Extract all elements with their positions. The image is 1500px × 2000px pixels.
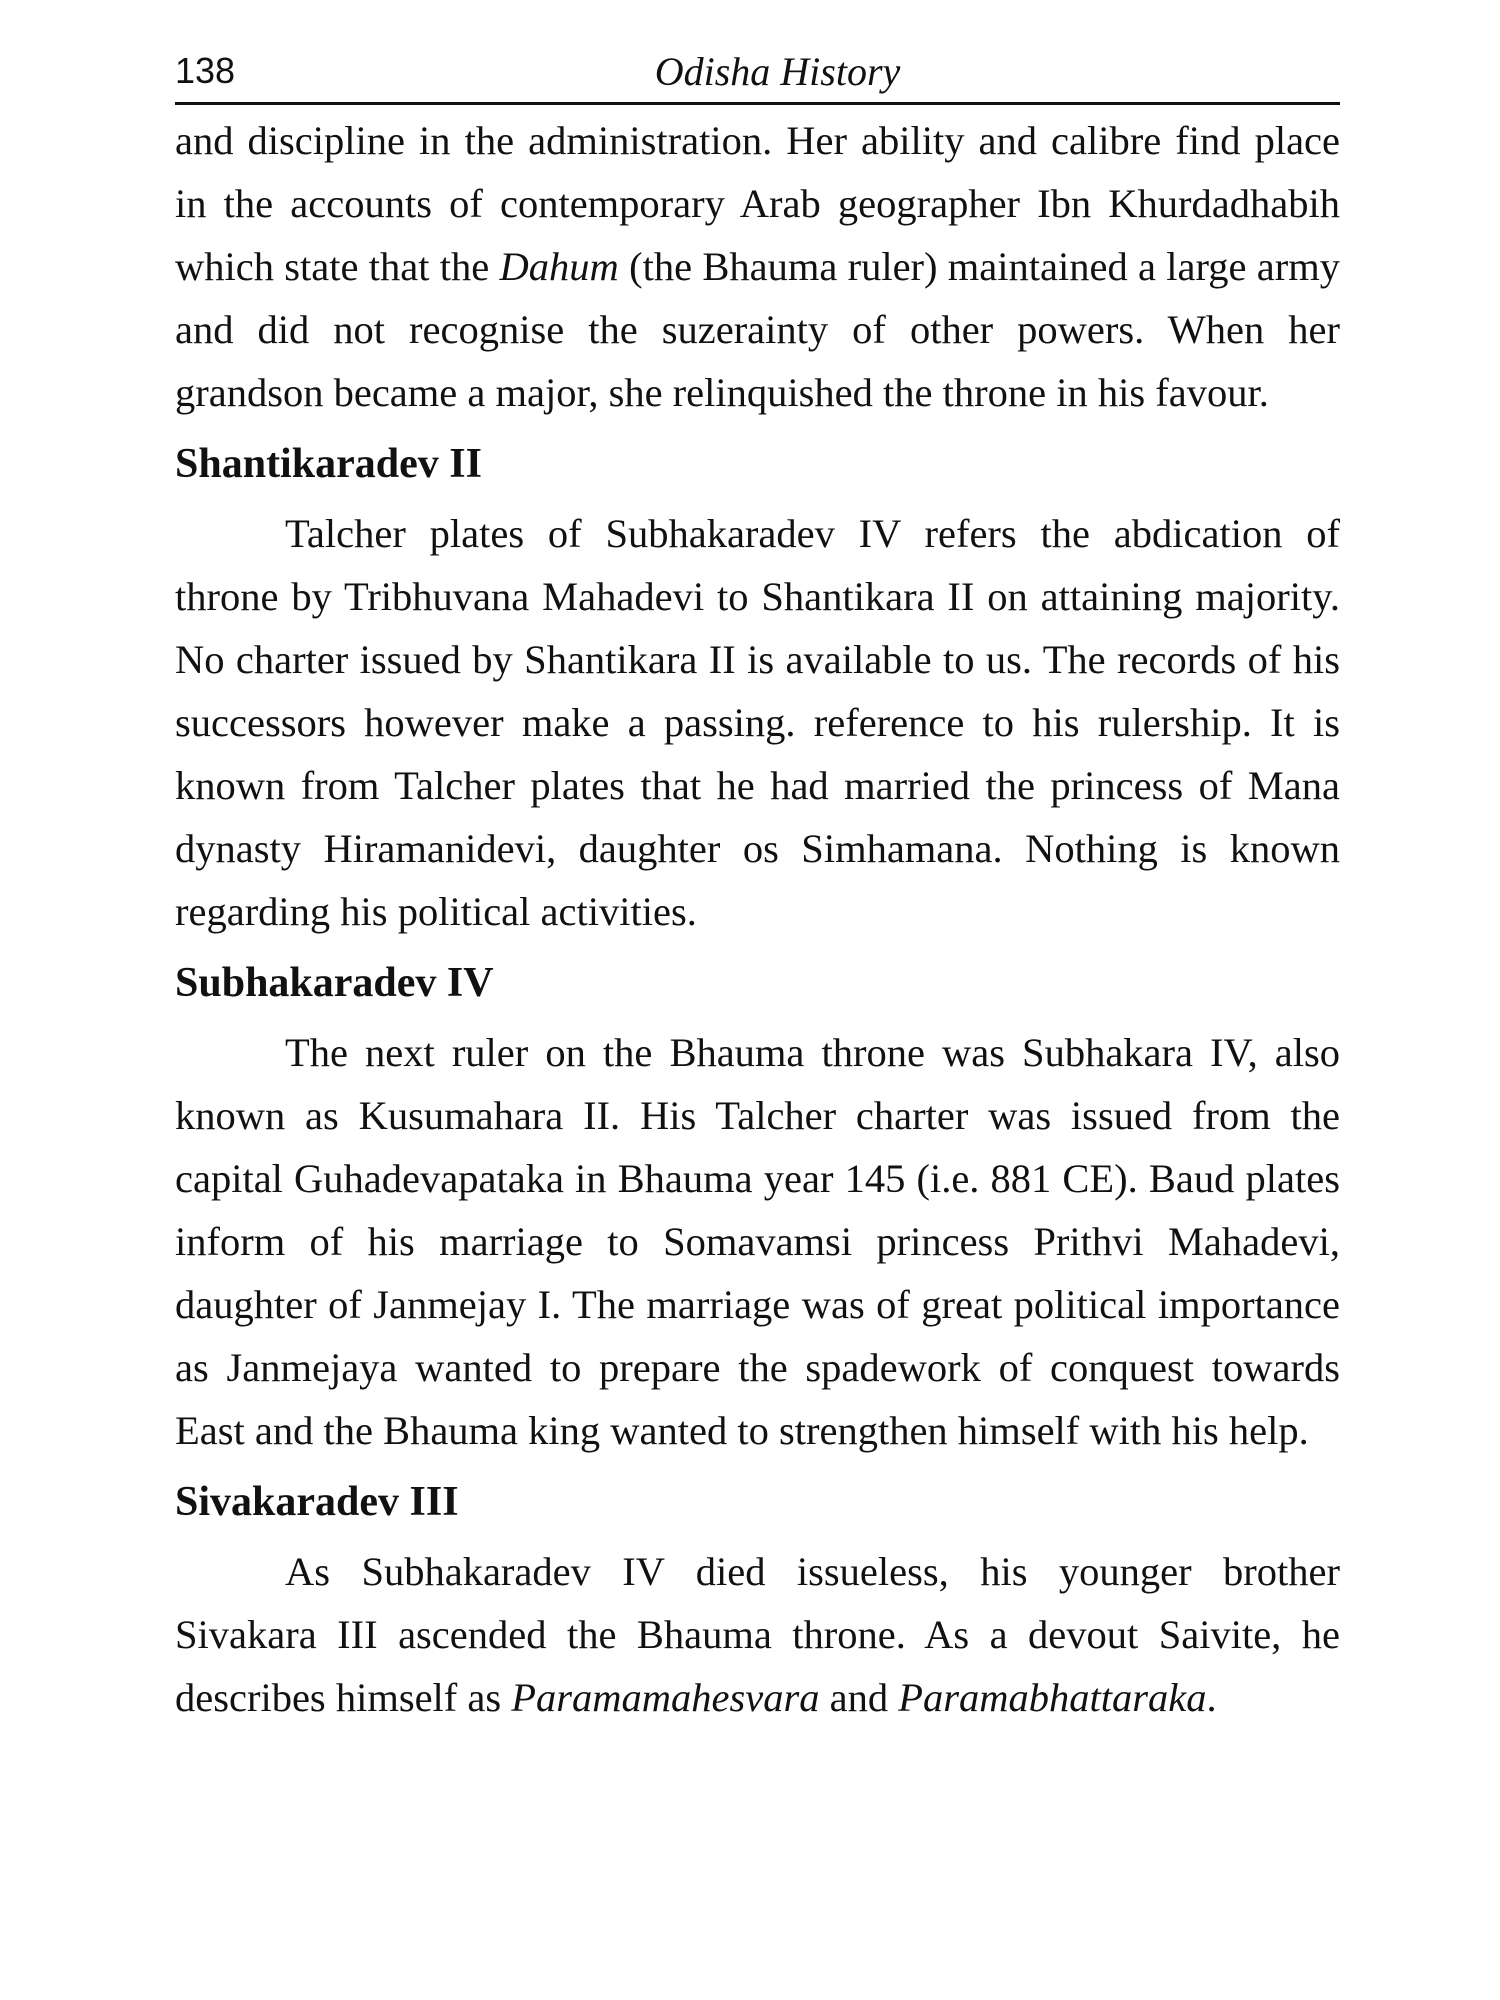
connector-text: and bbox=[819, 1675, 899, 1720]
page-number: 138 bbox=[175, 50, 236, 91]
paragraph-text-after: (the Bhauma ruler) maintained a large army and did not recognise the suzerainty of other powers. When her grandson became a major, she relinquished the throne in his favour. bbox=[175, 244, 1340, 415]
paragraph-continuation bbox=[175, 109, 1340, 424]
book-page bbox=[175, 40, 1340, 1729]
italic-title-paramabhattaraka: Paramabhattaraka bbox=[898, 1675, 1207, 1720]
section-heading-sivakaradev: Sivakaradev III bbox=[175, 1479, 459, 1525]
sentence-end: . bbox=[1206, 1675, 1217, 1720]
italic-title-paramamahesvara: Paramamahesvara bbox=[511, 1675, 820, 1720]
section-body-shantikaradev: Talcher plates of Subhakaradev IV refers the abdication of throne by Tribhuvana Mahadevi to Shantikara II on attaining majority. No charter issued by Shantikara II is available to us. The records of his successors however make a passing. reference to his rulership. It is known from Talcher plates that he had married the princess of Mana dynasty Hiramanidevi, daughter os Simhamana. Nothing is known regarding his political activities. bbox=[175, 511, 1340, 934]
paragraph-text: and discipline in the administration. Her ability and calibre find place in the accounts of contemporary Arab geographer Ibn Khurdadhabih which state that the bbox=[175, 118, 1340, 289]
section-body-text: As Subhakaradev IV died issueless, his younger brother Sivakara III ascended the Bhauma throne. As a devout Saivite, he describes himself as bbox=[175, 1549, 1340, 1720]
section-heading-subhakaradev: Subhakaradev IV bbox=[175, 960, 494, 1006]
italic-term-dahum: Dahum bbox=[499, 244, 619, 289]
section-body-sivakaradev bbox=[175, 1540, 1340, 1729]
book-title: Odisha History bbox=[654, 49, 901, 94]
section-body-subhakaradev: The next ruler on the Bhauma throne was Subhakara IV, also known as Kusumahara II. His Talcher charter was issued from the capital Guhadevapataka in Bhauma year 145 (i.e. 881 CE). Baud plates inform of his marriage to Somavamsi princess Prithvi Mahadevi, daughter of Janmejay I. The marriage was of great political importance as Janmejaya wanted to prepare the spadework of conquest towards East and the Bhauma king wanted to strengthen himself with his help. bbox=[175, 1030, 1340, 1453]
section-heading-shantikaradev: Shantikaradev II bbox=[175, 441, 482, 487]
running-head bbox=[175, 40, 1340, 105]
